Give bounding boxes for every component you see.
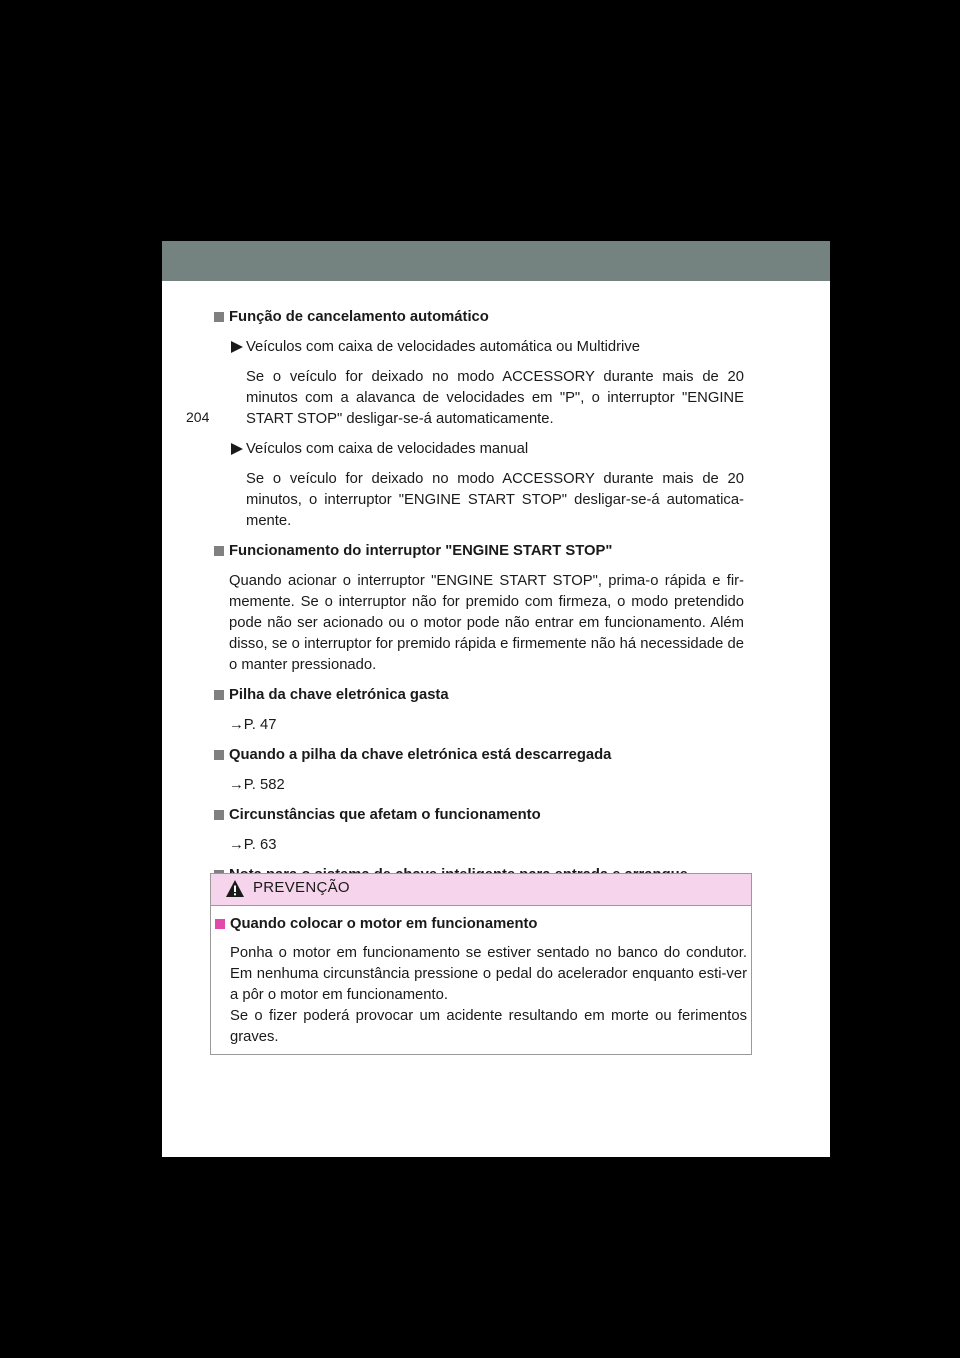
- triangle-bullet-icon: [231, 341, 243, 353]
- section-heading: Função de cancelamento automático: [214, 307, 744, 328]
- section-heading: Quando a pilha da chave eletrónica está descarregada: [214, 745, 744, 766]
- page-content: [214, 307, 744, 925]
- section-heading: Funcionamento do interruptor "ENGINE START STOP": [214, 541, 744, 562]
- subsection-title: Veículos com caixa de velocidades manual: [214, 439, 744, 460]
- warning-title: PREVENÇÃO: [253, 879, 350, 896]
- warning-triangle-icon: [225, 879, 245, 899]
- square-bullet-icon: [214, 750, 224, 760]
- section-heading: Circunstâncias que afetam o funcionamento: [214, 805, 744, 826]
- section-heading: Pilha da chave eletrónica gasta: [214, 685, 744, 706]
- paragraph: Se o veículo for deixado no modo ACCESSORY durante mais de 20 minutos com a alavanca de velocidades em "P", o interruptor "ENGINE START STOP" desligar-se-á automaticamente.: [246, 369, 744, 427]
- paragraph: Quando acionar o interruptor "ENGINE START STOP", prima-o rápida e fir-memente. Se o interruptor não for premido com firmeza, o modo pretendido pode não ser acionado ou o motor pode não entrar em funcionamento. Além disso, se o interruptor for premido rápida e firmemente não há necessidade de o manter pressionado.: [229, 573, 744, 673]
- warning-heading: Quando colocar o motor em funcionamento: [215, 914, 747, 935]
- manual-page: [162, 241, 830, 1157]
- square-bullet-icon: [215, 919, 225, 929]
- warning-text: Ponha o motor em funcionamento se estiver sentado no banco do condutor. Em nenhuma circunstância pressione o pedal do acelerador enquanto esti-ver a pôr o motor em funcionamento. Se o fizer poderá provocar um acidente resultando em morte ou ferimentos graves.: [230, 945, 747, 1045]
- page-reference: →P. 63: [229, 837, 277, 853]
- page-reference: →P. 582: [229, 777, 285, 793]
- warning-box: [210, 873, 752, 1055]
- page-reference: →P. 47: [229, 717, 277, 733]
- square-bullet-icon: [214, 312, 224, 322]
- subsection-title: Veículos com caixa de velocidades automática ou Multidrive: [214, 337, 744, 358]
- paragraph: Se o veículo for deixado no modo ACCESSORY durante mais de 20 minutos, o interruptor "ENGINE START STOP" desligar-se-á automatica-mente.: [246, 471, 744, 529]
- header-bar: [162, 241, 830, 281]
- triangle-bullet-icon: [231, 443, 243, 455]
- warning-body: [215, 914, 747, 1048]
- square-bullet-icon: [214, 546, 224, 556]
- warning-header: [211, 874, 751, 906]
- square-bullet-icon: [214, 690, 224, 700]
- page-number: 204: [186, 409, 210, 425]
- square-bullet-icon: [214, 810, 224, 820]
